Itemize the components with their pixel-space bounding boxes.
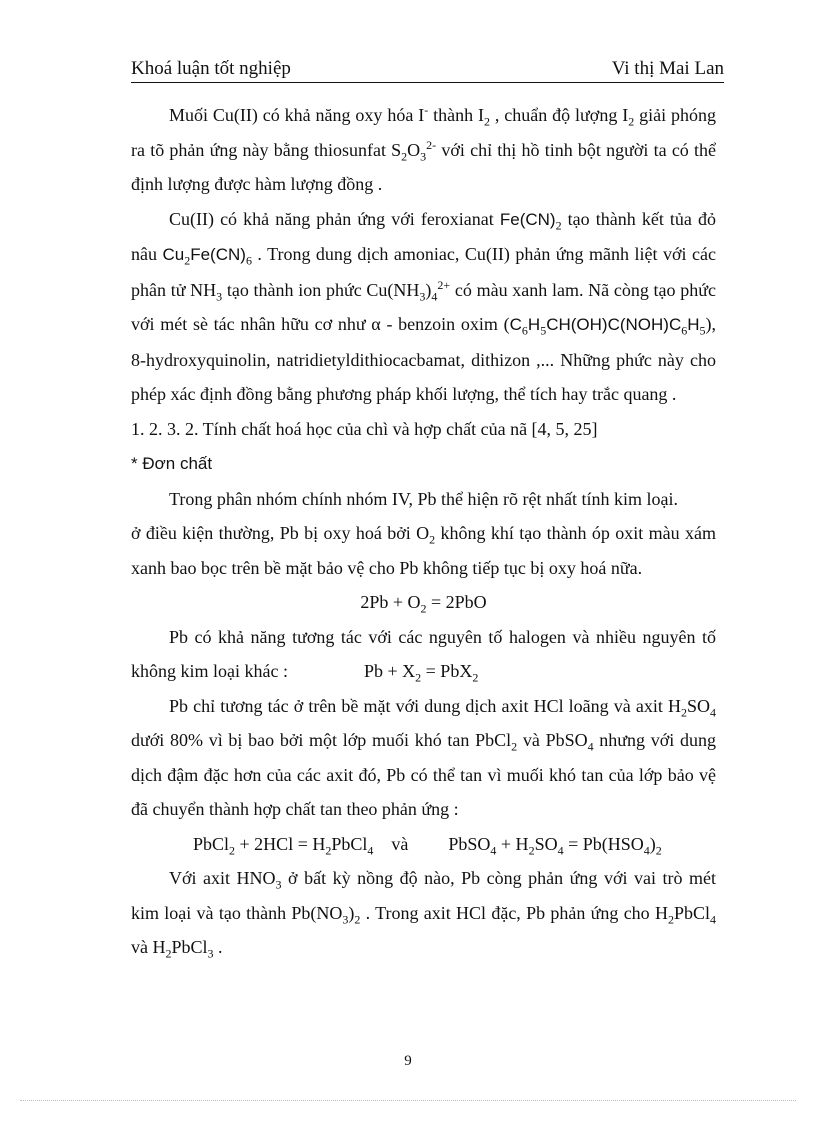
paragraph-lead-halogen: Pb có khả năng tương tác với các nguyên tố halogen và nhiều nguyên tố không kim loại khác : $Pb + X_2 = PbX_2$: [131, 620, 716, 689]
header-author-name: Vi thị Mai Lan: [611, 58, 724, 79]
paragraph-copper-complexes: Cu(II) có khả năng phản ứng với feroxianat $Fe(CN)_2$ tạo thành kết tủa đỏ nâu $Cu_2Fe(CN)_6$ . Trong dung dịch amoniac, Cu(II) phản ứng mãnh liệt với các phân tử $NH_3$ tạo thành ion phức $Cu(NH_3)_4^{2+}$ có màu xanh lam. Nã còng tạo phức với mét sè tác nhân hữu cơ như α - benzoin oxim $(C_6H_5CH(OH)C(NOH)C_6H_5)$, 8-hydroxyquinolin, natridietyldithiocacbamat, dithizon ,... Những phức này cho phép xác định đồng bằng phương pháp khối lượng, thể tích hay trắc quang .: [131, 208, 716, 404]
header-divider: [131, 82, 724, 83]
paragraph-lead-nitric: Với axit $HNO_3$ ở bất kỳ nồng độ nào, Pb còng phản ứng với vai trò mét kim loại và tạo thành $Pb(NO_3)_2$ . Trong axit HCl đặc, Pb phản ứng cho $H_2PbCl_4$ và $H_2PbCl_3$ .: [131, 868, 716, 961]
paragraph-lead-oxidation: ở điều kiện thường, Pb bị oxy hoá bởi $O_2$ không khí tạo thành óp oxit màu xám xanh bao bọc trên bề mặt bảo vệ cho Pb không tiếp tục bị oxy hoá nữa.: [131, 523, 717, 578]
page-header: [131, 50, 724, 80]
page-bottom-border: [20, 1100, 796, 1101]
equation-lead-halide: $Pb + X_2 = PbX_2$: [363, 661, 479, 685]
paragraph-lead-acids: Pb chỉ tương tác ở trên bề mặt với dung dịch axit HCl loãng và axit $H_2SO_4$ dưới 80% vì bị bao bởi một lớp muối khó tan PbCl$_2$ và PbSO$_4$ nhưng với dung dịch đậm đặc hơn của các axit đó, Pb có thể tan vì muối khó tan của lớp bảo vệ đã chuyển thành hợp chất tan theo phản ứng :: [131, 695, 717, 819]
subsection-heading: * Đơn chất: [131, 454, 213, 473]
paragraph-copper-iodometry: Muối Cu(II) có khả năng oxy hóa I- thành $I_2$ , chuẩn độ lượng $I_2$ giải phóng ra tõ phản ứng này bằng thiosunfat $S_2O_3^{2-}$ với chỉ thị hồ tinh bột người ta có thể định lượng được hàm lượng đồng .: [131, 103, 716, 194]
header-thesis-title: Khoá luận tốt nghiệp: [131, 58, 291, 79]
equation-lead-oxide: $2Pb + O_2 = 2PbO$: [360, 592, 487, 616]
paragraph-lead-metal: Trong phân nhóm chính nhóm IV, Pb thể hiện rõ rệt nhất tính kim loại.: [169, 488, 678, 509]
section-heading: 1. 2. 3. 2. Tính chất hoá học của chì và hợp chất của nã [4, 5, 25]: [131, 418, 598, 439]
page-body: [131, 98, 716, 965]
page-number: 9: [404, 1053, 412, 1069]
equation-lead-dissolution: PbCl$_2$ + $2HCl = H_2PbCl_4$ và PbSO$_4$ + $H_2SO_4 = Pb(HSO_4)_2$: [193, 833, 662, 858]
